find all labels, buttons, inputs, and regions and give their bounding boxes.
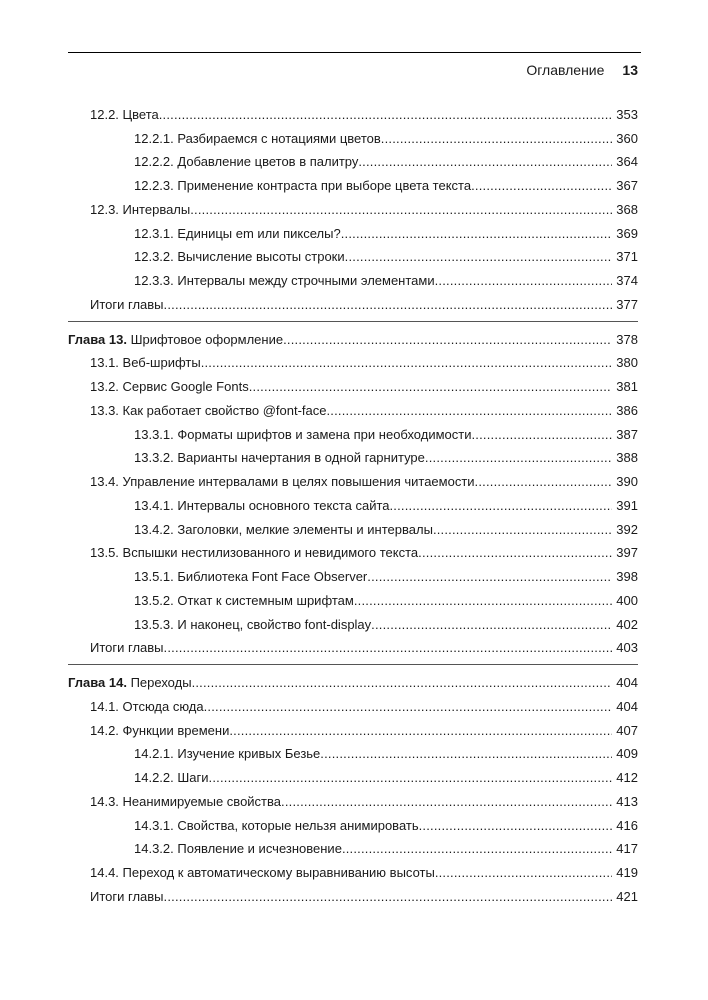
toc-entry-title (90, 355, 612, 371)
toc-section-entry[interactable] (0, 719, 638, 743)
chapter-label: Глава 14. (68, 675, 127, 691)
chapter-separator (68, 664, 638, 665)
toc-page-number: 377 (612, 297, 638, 313)
toc-entry-text: 13.3.2. Варианты начертания в одной гарнитуре (134, 450, 425, 466)
toc-page-number: 367 (612, 178, 638, 194)
toc-section-entry[interactable] (0, 198, 638, 222)
toc-entry-text: 13.5.3. И наконец, свойство font-display (134, 616, 372, 632)
toc-page-number: 390 (612, 474, 638, 490)
toc-subsection-entry[interactable] (0, 127, 638, 151)
toc-entry-title (134, 522, 612, 538)
toc-page-number: 369 (612, 226, 638, 242)
toc-section-entry[interactable] (0, 885, 638, 909)
toc-subsection-entry[interactable] (0, 423, 638, 447)
toc-chapter-entry[interactable] (0, 671, 638, 695)
toc-section-entry[interactable] (0, 399, 638, 423)
toc-page-number: 413 (612, 794, 638, 810)
toc-entry-text: 14.4. Переход к автоматическому выравниванию высоты (90, 865, 435, 881)
toc-page-number: 419 (612, 865, 638, 881)
toc-entry-text: 13.3. Как работает свойство @font-face (90, 402, 327, 418)
toc-entry-title (134, 841, 612, 857)
toc-entry-text: 13.5.2. Откат к системным шрифтам (134, 592, 354, 608)
toc-page-number: 386 (612, 403, 638, 419)
toc-subsection-entry[interactable] (0, 174, 638, 198)
toc-subsection-entry[interactable] (0, 269, 638, 293)
toc-entry-title (134, 427, 612, 443)
toc-entry-text: 12.3.1. Единицы em или пикселы? (134, 225, 341, 241)
toc-entry-text: 14.3.1. Свойства, которые нельзя анимировать (134, 817, 419, 833)
toc-entry-title (134, 226, 612, 242)
toc-entry-title (134, 178, 612, 194)
toc-section-entry[interactable] (0, 790, 638, 814)
toc-entry-title (90, 889, 612, 905)
toc-page-number: 398 (612, 569, 638, 585)
toc-entry-text: 14.1. Отсюда сюда (90, 698, 204, 714)
toc-entry-text: Итоги главы (90, 888, 164, 904)
toc-entry-title (134, 593, 612, 609)
header-rule (68, 52, 641, 53)
toc-entry-text: 12.2. Цвета (90, 106, 159, 122)
toc-section-entry[interactable] (0, 103, 638, 127)
toc-page-number: 412 (612, 770, 638, 786)
toc-page-number: 374 (612, 273, 638, 289)
toc-entry-text: 13.1. Веб-шрифты (90, 355, 201, 371)
toc-section-entry[interactable] (0, 695, 638, 719)
toc-entry-title (90, 794, 612, 810)
toc-entry-text: 12.3. Интервалы (90, 201, 191, 217)
toc-subsection-entry[interactable] (0, 518, 638, 542)
toc-page-number: 364 (612, 154, 638, 170)
toc-entry-title (90, 474, 612, 490)
toc-page-number: 403 (612, 640, 638, 656)
toc-entry-title (134, 746, 612, 762)
toc-subsection-entry[interactable] (0, 494, 638, 518)
toc-page-number: 400 (612, 593, 638, 609)
toc-subsection-entry[interactable] (0, 246, 638, 270)
toc-subsection-entry[interactable] (0, 565, 638, 589)
toc-entry-title (90, 699, 612, 715)
toc-entry-title (90, 107, 612, 123)
toc-entry-title (134, 131, 612, 147)
toc-entry-title (134, 498, 612, 514)
toc-entry-text: 13.4.2. Заголовки, мелкие элементы и интервалы (134, 521, 433, 537)
toc-entry-title (134, 770, 612, 786)
toc-subsection-entry[interactable] (0, 151, 638, 175)
toc-entry-text: 12.2.3. Применение контраста при выборе цвета текста (134, 178, 472, 194)
toc-entry-title (90, 640, 612, 656)
toc-page-number: 407 (612, 723, 638, 739)
toc-section-entry[interactable] (0, 542, 638, 566)
toc-subsection-entry[interactable] (0, 766, 638, 790)
toc-subsection-entry[interactable] (0, 743, 638, 767)
toc-entry-text: 13.4. Управление интервалами в целях повышения читаемости (90, 474, 475, 490)
toc-entry-text: 12.2.1. Разбираемся с нотациями цветов (134, 130, 381, 146)
toc-page-number: 388 (612, 450, 638, 466)
toc-page-number: 416 (612, 818, 638, 834)
toc-entry-title (134, 154, 612, 170)
page-number: 13 (622, 62, 638, 78)
table-of-contents (0, 103, 708, 909)
toc-page-number: 353 (612, 107, 638, 123)
toc-entry-text: 14.3.2. Появление и исчезновение (134, 841, 342, 857)
running-header (526, 62, 638, 78)
toc-entry-text: 12.3.3. Интервалы между строчными элементами (134, 273, 435, 289)
toc-entry-title (90, 202, 612, 218)
toc-entry-text: 13.5.1. Библиотека Font Face Observer (134, 569, 368, 585)
toc-section-entry[interactable] (0, 375, 638, 399)
toc-subsection-entry[interactable] (0, 814, 638, 838)
toc-entry-text: 14.2. Функции времени (90, 722, 230, 738)
toc-page-number: 380 (612, 355, 638, 371)
toc-entry-title (68, 332, 612, 348)
toc-entry-title (134, 273, 612, 289)
running-title: Оглавление (526, 62, 605, 78)
toc-entry-title (90, 379, 612, 395)
toc-entry-title (90, 865, 612, 881)
toc-section-entry[interactable] (0, 861, 638, 885)
toc-subsection-entry[interactable] (0, 589, 638, 613)
toc-page-number: 381 (612, 379, 638, 395)
toc-page-number: 368 (612, 202, 638, 218)
toc-section-entry[interactable] (0, 293, 638, 317)
toc-entry-title (134, 818, 612, 834)
toc-subsection-entry[interactable] (0, 613, 638, 637)
toc-entry-title (68, 675, 612, 691)
toc-entry-text: 14.3. Неанимируемые свойства (90, 793, 282, 809)
toc-entry-title (90, 723, 612, 739)
toc-entry-text: Переходы (130, 675, 192, 691)
toc-subsection-entry[interactable] (0, 222, 638, 246)
toc-page-number: 387 (612, 427, 638, 443)
toc-entry-text: Итоги главы (90, 296, 164, 312)
toc-entry-title (134, 617, 612, 633)
chapter-separator (68, 321, 638, 322)
chapter-label: Глава 13. (68, 331, 127, 347)
toc-chapter-entry[interactable] (0, 328, 638, 352)
toc-subsection-entry[interactable] (0, 838, 638, 862)
toc-page-number: 397 (612, 545, 638, 561)
toc-section-entry[interactable] (0, 470, 638, 494)
toc-page-number: 360 (612, 131, 638, 147)
toc-page-number: 378 (612, 332, 638, 348)
toc-entry-text: Итоги главы (90, 640, 164, 656)
toc-entry-text: 13.2. Сервис Google Fonts (90, 379, 249, 395)
toc-entry-text: 13.3.1. Форматы шрифтов и замена при необходимости (134, 426, 472, 442)
toc-page-number: 417 (612, 841, 638, 857)
toc-page-number: 404 (612, 699, 638, 715)
toc-entry-text: 13.5. Вспышки нестилизованного и невидимого текста (90, 545, 419, 561)
toc-page-number: 421 (612, 889, 638, 905)
toc-entry-text: Шрифтовое оформление (130, 331, 284, 347)
toc-page-number: 409 (612, 746, 638, 762)
toc-page-number: 391 (612, 498, 638, 514)
toc-section-entry[interactable] (0, 352, 638, 376)
toc-entry-text: 12.3.2. Вычисление высоты строки (134, 249, 345, 265)
toc-entry-title (134, 450, 612, 466)
toc-entry-title (90, 297, 612, 313)
toc-entry-title (90, 545, 612, 561)
toc-entry-text: 14.2.2. Шаги (134, 770, 209, 786)
toc-entry-title (134, 249, 612, 265)
toc-entry-title (134, 569, 612, 585)
toc-subsection-entry[interactable] (0, 447, 638, 471)
toc-page-number: 402 (612, 617, 638, 633)
toc-page-number: 392 (612, 522, 638, 538)
toc-entry-text: 12.2.2. Добавление цветов в палитру (134, 154, 359, 170)
toc-entry-text: 14.2.1. Изучение кривых Безье (134, 746, 321, 762)
toc-entry-title (90, 403, 612, 419)
toc-page-number: 404 (612, 675, 638, 691)
toc-page-number: 371 (612, 249, 638, 265)
toc-entry-text: 13.4.1. Интервалы основного текста сайта (134, 497, 390, 513)
toc-section-entry[interactable] (0, 637, 638, 661)
